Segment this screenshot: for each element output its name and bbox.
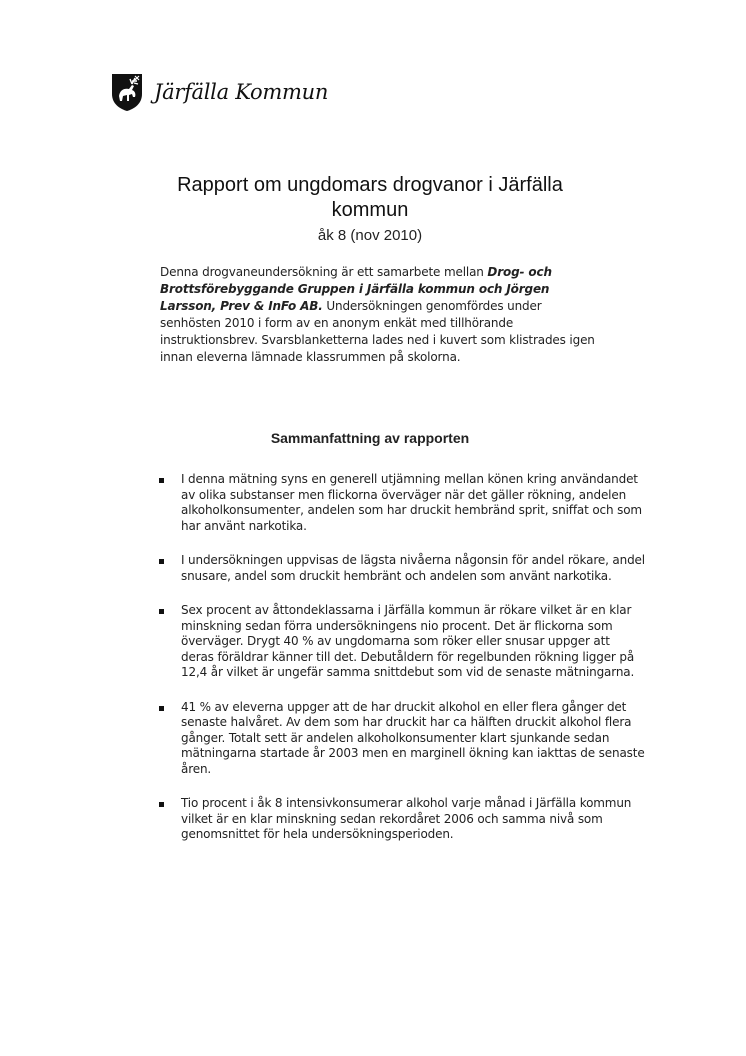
bullet-icon [159,609,164,614]
bullet-icon [159,478,164,483]
summary-item-text: I denna mätning syns en generell utjämning mellan könen kring användandet av olika substanser men flickorna överväger när det gäller rökning, andelen alkoholkonsumenter, andelen som har druckit hembränd sprit, sniffat och som har använt narkotika. [181,472,642,533]
page-title: Rapport om ungdomars drogvanor i Järfälla kommun [177,174,563,221]
summary-list [0,472,746,862]
summary-item [181,603,646,681]
summary-item [181,553,646,584]
municipality-logo [110,72,328,112]
bullet-icon [159,706,164,711]
intro-text-end: Undersökningen genomfördes under senhösten 2010 i form av en anonym enkät med tillhörande instruktionsbrev. Svarsblanketterna lades ned i kuvert som klistrades igen innan eleverna lämnade klassrummen på skolorna. [160,299,595,364]
summary-heading: Sammanfattning av rapporten [270,430,470,446]
intro-partners: Drog- och Brottsförebyggande Gruppen i Järfälla kommun och Jörgen Larsson, Prev & InFo AB. [160,265,552,313]
summary-item-text: Sex procent av åttondeklassarna i Järfälla kommun är rökare vilket är en klar minskning sedan förra undersökningens nio procent. Det är flickorna som överväger. Drygt 40 % av ungdomarna som röker eller snusar uppger att deras föräldrar känner till det. Debutåldern för regelbunden rökning ligger på 12,4 år vilket är ungefär samma snittdebut som vid de senaste mätningarna. [181,603,635,679]
summary-item [181,796,646,843]
intro-paragraph [160,264,605,366]
summary-item-text: I undersökningen uppvisas de lägsta nivåerna någonsin för andel rökare, andel snusare, andel som druckit hembränt och andelen som använt narkotika. [181,553,645,583]
summary-item [181,472,646,534]
logo-wordmark: Järfälla Kommun [154,80,329,104]
coat-of-arms-icon [110,72,144,112]
page-subtitle: åk 8 (nov 2010) [317,227,423,244]
summary-item [181,700,646,778]
summary-item-text: 41 % av eleverna uppger att de har druckit alkohol en eller flera gånger det senaste halvåret. Av dem som har druckit har ca hälften druckit alkohol flera gånger. Totalt sett är andelen alkoholkonsumenter klart sjunkande sedan mätningarna startade år 2003 men en marginell ökning kan iakttas de senaste åren. [181,699,645,776]
bullet-icon [159,559,164,564]
intro-text-start: Denna drogvaneundersökning är ett samarbete mellan [160,265,488,279]
bullet-icon [159,802,164,807]
summary-item-text: Tio procent i åk 8 intensivkonsumerar alkohol varje månad i Järfälla kommun vilket är en klar minskning sedan rekordåret 2006 och samma nivå som genomsnittet för hela undersökningsperioden. [181,796,632,841]
